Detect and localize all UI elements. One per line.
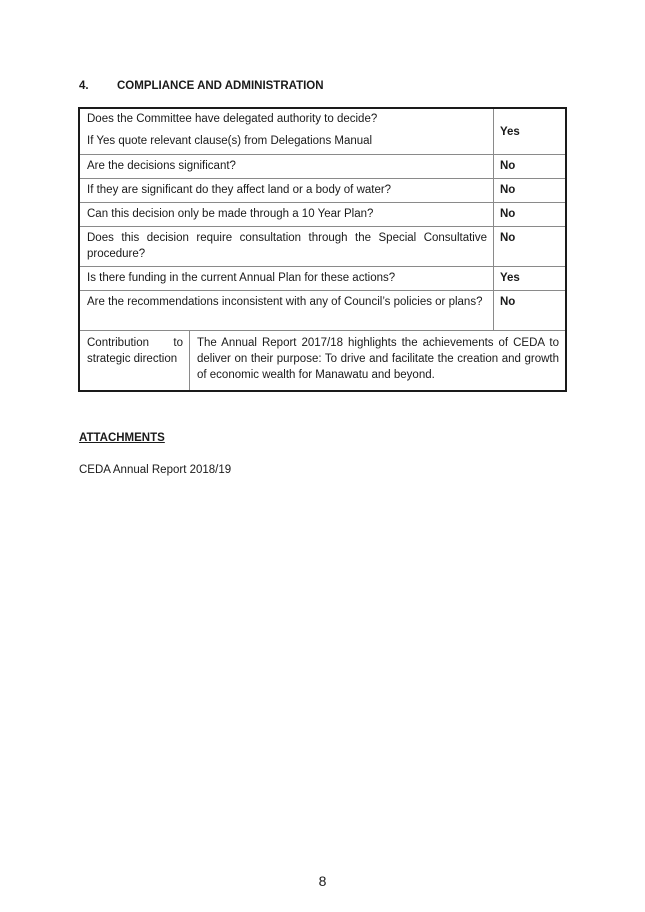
question-cell: Is there funding in the current Annual Plan for these actions? bbox=[80, 267, 494, 290]
attachment-item: CEDA Annual Report 2018/19 bbox=[79, 464, 232, 476]
answer-cell: No bbox=[500, 232, 516, 244]
label-line: strategic direction bbox=[87, 353, 178, 365]
label-word: to bbox=[173, 337, 183, 349]
answer-cell: No bbox=[500, 160, 516, 172]
answer-cell bbox=[494, 109, 565, 154]
answer-cell: No bbox=[500, 296, 516, 308]
table-row bbox=[80, 203, 565, 227]
question-cell: If they are significant do they affect land or a body of water? bbox=[80, 179, 494, 202]
table-row bbox=[80, 227, 565, 267]
strategic-direction-label bbox=[80, 331, 190, 390]
section-number: 4. bbox=[79, 80, 89, 92]
answer-text: Yes bbox=[500, 125, 520, 138]
question-cell: Are the recommendations inconsistent with any of Council’s policies or plans? bbox=[80, 291, 494, 330]
label-word: Contribution bbox=[87, 337, 150, 349]
answer-cell: No bbox=[500, 184, 516, 196]
section-heading bbox=[79, 80, 324, 92]
table-row bbox=[80, 267, 565, 291]
question-cell: Does this decision require consultation through the Special Consultative procedure? bbox=[80, 227, 494, 266]
question-cell: Can this decision only be made through a 10 Year Plan? bbox=[80, 203, 494, 226]
question-text-secondary: If Yes quote relevant clause(s) from Delegations Manual bbox=[87, 135, 373, 147]
answer-cell: No bbox=[500, 208, 516, 220]
section-title: COMPLIANCE AND ADMINISTRATION bbox=[117, 80, 324, 92]
table-row bbox=[80, 155, 565, 179]
compliance-table bbox=[78, 107, 567, 392]
table-row bbox=[80, 179, 565, 203]
page-number: 8 bbox=[318, 873, 327, 889]
strategic-direction-row bbox=[80, 331, 565, 390]
table-row bbox=[80, 291, 565, 331]
strategic-direction-text: The Annual Report 2017/18 highlights the achievements of CEDA to deliver on their purpose: To drive and facilitate the creation and growth of economic wealth for Manawatu and beyond. bbox=[197, 337, 559, 381]
answer-cell: Yes bbox=[500, 272, 520, 284]
question-cell bbox=[80, 109, 494, 154]
table-row bbox=[80, 109, 565, 155]
question-cell: Are the decisions significant? bbox=[80, 155, 494, 178]
attachments-heading: ATTACHMENTS bbox=[79, 432, 165, 444]
question-text: Does the Committee have delegated authority to decide? bbox=[87, 113, 378, 125]
